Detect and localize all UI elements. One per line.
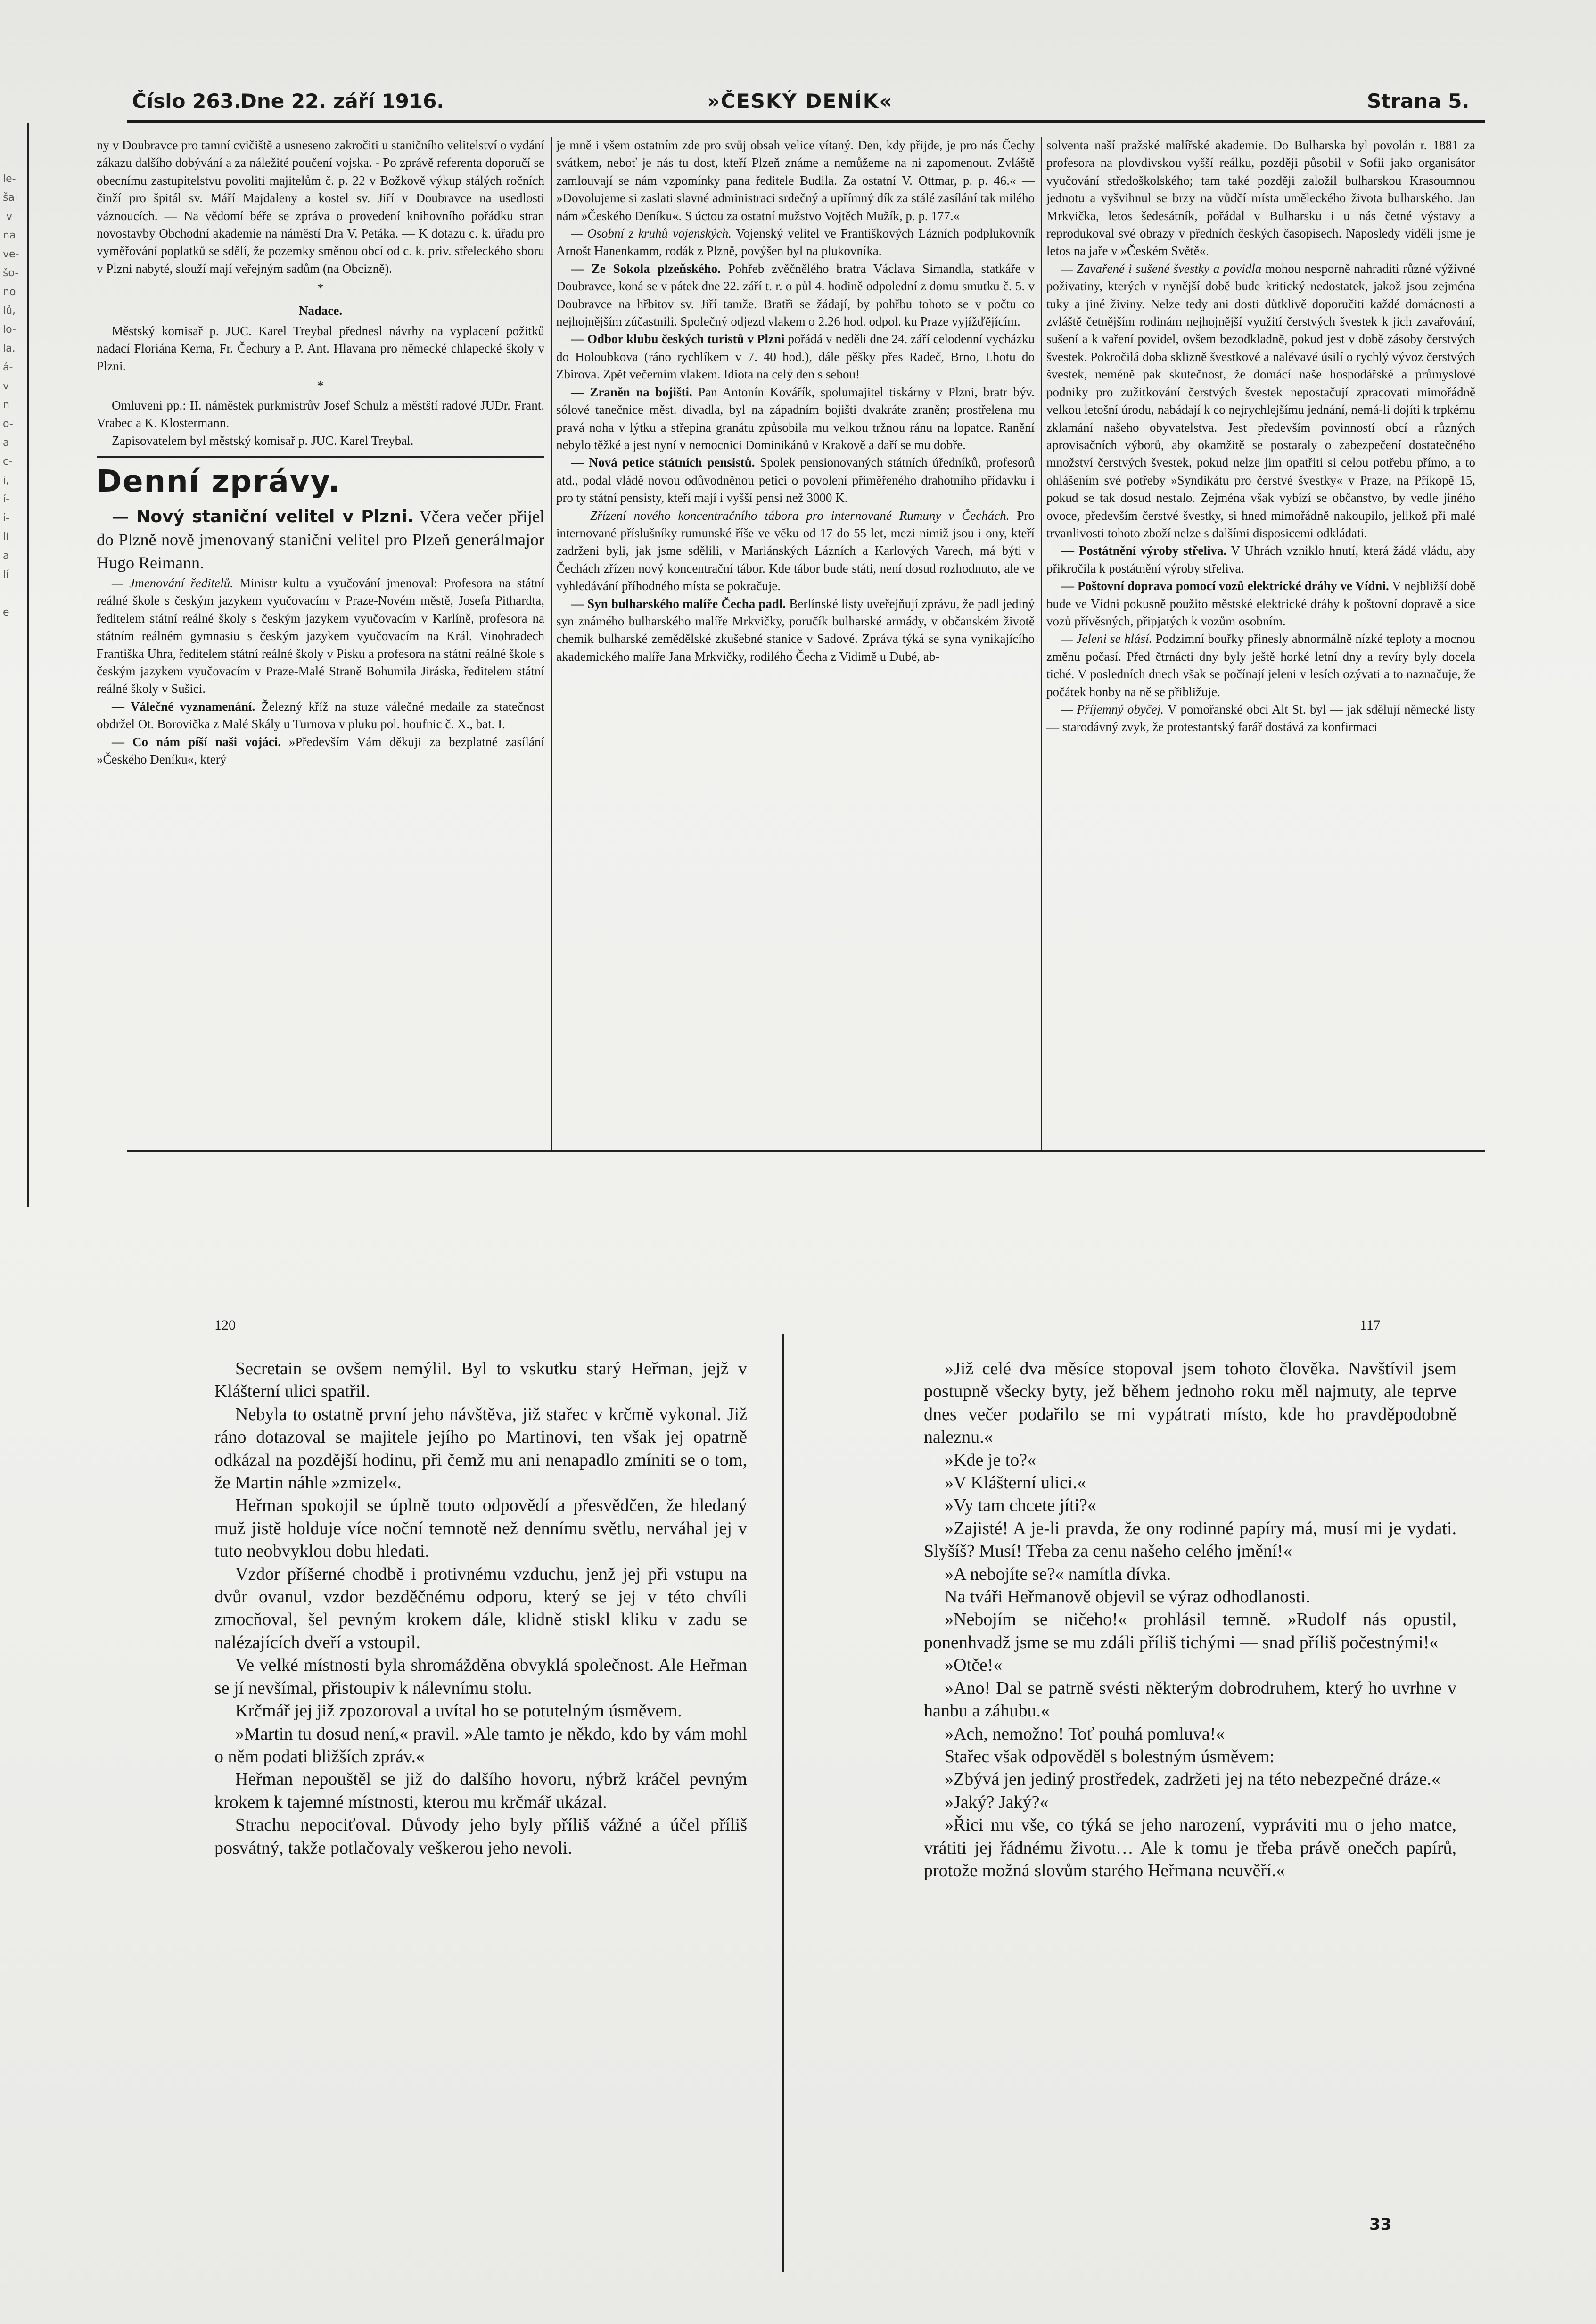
article-text: Železný kříž na stuze válečné medaile za statečnost obdržel Ot. Borovička z Malé Skály u Turnova v pluku pol. houfnic č. X., bat. I. — [97, 699, 544, 731]
book-paragraph: Nebyla to ostatně první jeho návštěva, již stařec v krčmě vykonal. Již ráno dotazoval se majitele jejího po Martinovi, ten však jej opatrně odkázal na pozdější hodinu, při čemž mu ani nenapadlo zmíniti se o tom, že Martin náhle »zmizel«. — [214, 1404, 747, 1493]
article-title: — Válečné vyznamenání. — [112, 699, 255, 714]
issue-date: Dne 22. září 1916. — [240, 90, 444, 113]
newspaper-bottom-rule — [127, 1150, 1485, 1152]
article-title: — Nová petice státních pensistů. — [571, 455, 755, 470]
book-paragraph: Vzdor příšerné chodbě i protivnému vzduchu, jenž jej při vstupu na dvůr ovanul, vzdor bezděčnému odporu, který se jej v této chvíli zmocňoval, šel pevným krokem dále, klidně stiskl kliku v zadu se nalézajících dveří a vstoupil. — [214, 1564, 747, 1652]
article-title: — Zraněn na bojišti. — [571, 385, 692, 399]
article-title: — Nový staniční velitel v Plzni. — [112, 507, 414, 526]
book-paragraph: »Jaký? Jaký?« — [945, 1792, 1049, 1812]
newspaper-title: »ČESKÝ DENÍK« — [707, 90, 893, 113]
article — [556, 225, 1035, 260]
book-paragraph: Heřman nepouštěl se již do dalšího hovoru, nýbrž kráčel pevným krokem k tajemné místnosti, kterou mu krčmář ukázal. — [214, 1769, 747, 1812]
article-text: V pomořanské obci Alt St. byl — jak sdělují německé listy — starodávný zvyk, že protestantský farář dostává za konfirmaci — [1046, 702, 1475, 734]
article — [556, 595, 1035, 666]
section-rule — [97, 456, 544, 458]
article-text: Vojenský velitel ve Františkových Lázních podplukovník Arnošt Hanenkamm, rodák z Plzně, povýšen byl na plukovníka. — [556, 226, 1035, 258]
book-right-page-number: 117 — [1360, 1317, 1381, 1333]
article — [1046, 577, 1475, 630]
book-paragraph: Stařec však odpověděl s bolestným úsměvem: — [945, 1746, 1275, 1766]
recorder-text: Zapisovatelem byl městský komisař p. JUC. Karel Treybal. — [112, 433, 414, 448]
book-paragraph: Na tváři Heřmanově objevil se výraz odhodlanosti. — [945, 1587, 1310, 1607]
book-paragraph: »Ano! Dal se patrně svésti některým dobrodruhem, který ho uvrhne v hanbu a záhubu.« — [924, 1678, 1456, 1721]
article-title: — Postátnění výroby střeliva. — [1061, 543, 1227, 558]
newspaper-column-3 — [1046, 137, 1475, 1221]
article — [1046, 260, 1475, 542]
article-lead — [97, 505, 544, 575]
book-paragraph: Strachu nepociťoval. Důvody jeho byly příliš vážné a účel příliš posvátný, takže potlačovaly veškerou jeho nevoli. — [214, 1815, 747, 1858]
article-title: — Odbor klubu českých turistů v Plzni — [571, 332, 785, 346]
article-title: — Zavařené i sušené švestky a povidla — [1061, 261, 1262, 276]
book-page-mark: 33 — [1369, 2215, 1392, 2234]
book-paragraph: »Zajisté! A je-li pravda, že ony rodinné papíry má, musí mi je vydati. Slyšíš? Musí! Třeba za cenu našeho celého jmění!« — [924, 1518, 1456, 1561]
book-paragraph: Secretain se ovšem nemýlil. Byl to vskutku starý Heřman, jejž v Klášterní ulici spatřil. — [214, 1359, 747, 1402]
subheading-nadace: Nadace. — [298, 303, 343, 318]
article-title: — Příjemný obyčej. — [1061, 702, 1164, 716]
article — [1046, 630, 1475, 701]
council-report: ny v Doubravce pro tamní cvičiště a usneseno zakročiti u staničního velitelství o vydání zákazu dalšího dobývání a za náležité poučení vojska. - Po zprávě referenta doporučí se obecnímu zastupitelstvu povoliti majitelům č. p. 22 v Božkově výkup stálých ročních činží pro špitál sv. Máří Majdaleny a kostel sv. Jiří v Doubravce na usedlosti váznoucích. — Na vědomí béře se zpráva o provedení knihovního pořádku stran novostavby Obchodní akademie na náměstí Dra V. Petáka. — K dotazu c. k. úřadu pro vyměřování poplatků se sdělí, že pozemky směnou obcí od c. k. priv. střeleckého sboru v Plzni nabyté, slouží mají veřejným sadům (na Obcizně). — [97, 138, 544, 276]
article — [97, 698, 544, 733]
article — [556, 507, 1035, 595]
article-text: Ministr kultu a vyučování jmenoval: Profesora na státní reálné škole s českým jazykem vyučovacím v Praze-Novém městě, Josefa Pithardta, ředitelem státní reálné školy s českým jazykem vyučovacím v Karlíně, profesora na státním reálném gymnasiu s českým jazykem vyučovacím na Král. Vinohradech Františka Uhra, ředitelem státní reálné školy v Písku a profesora na státní reálné škole s českým jazykem vyučovacím v Praze-Malé Straně Bohumila Jiráska, ředitelem státní reálné školy v Sušici. — [97, 575, 544, 696]
article-text: pořádá v neděli dne 24. září celodenní vycházku do Holoubkova (ráno rychlíkem v 7. 40 hod.), dále pěšky přes Radeč, Brno, Lhotu do Zbirova. Zpět večerním vlakem. Idiota na celý den s sebou! — [556, 332, 1035, 382]
article-title: — Co nám píší naši vojáci. — [112, 734, 281, 749]
book-paragraph: »V Klášterní ulici.« — [945, 1473, 1086, 1493]
book-paragraph: »Otče!« — [945, 1655, 1003, 1675]
book-paragraph: »A nebojíte se?« namítla dívka. — [945, 1564, 1171, 1584]
article-title: — Jeleni se hlásí. — [1061, 632, 1152, 646]
book-page-divider — [782, 1334, 784, 2272]
book-paragraph: »Ach, nemožno! Toť pouhá pomluva!« — [945, 1724, 1225, 1744]
book-paragraph: »Vy tam chcete jíti?« — [945, 1495, 1096, 1516]
newspaper-column-1 — [97, 137, 544, 1221]
book-paragraph: »Zbývá jen jediný prostředek, zadržeti jej na této nebezpečné dráze.« — [945, 1769, 1440, 1790]
article — [556, 454, 1035, 507]
excused-text: Omluveni pp.: II. náměstek purkmistrův Josef Schulz a městští radové JUDr. Frant. Vrabec a K. Klostermann. — [97, 398, 544, 430]
article-title: — Ze Sokola plzeňského. — [571, 261, 721, 276]
article-title: — Osobní z kruhů vojenských. — [571, 226, 732, 241]
section-heading: Denní zprávy. — [97, 464, 341, 499]
article — [1046, 701, 1475, 736]
article — [1046, 542, 1475, 577]
article-text: Pan Antonín Kovářík, spolumajitel tiskárny v Plzni, bratr býv. sólové tanečnice měst. divadla, byl na západním bojišti dvakráte zraněn; prostřelena mu pravá noha v lýtku a střepina granátu způsobila mu velkou tržnou ránu na lopatce. Ranění nebylo těžké a jest nyní v nemocnici Dominikánů v Krakově a daří se mu dobře. — [556, 385, 1035, 452]
left-edge-fragments: le- šai v na ve- šo- no lů, lo- la. á- v n o- a- c- i, í- i- lí a lí e — [3, 173, 19, 618]
nadace-text: Městský komisař p. JUC. Karel Treybal přednesl návrhy na vyplacení požitků nadací Floriána Kerna, Fr. Čechury a P. Ant. Hlavana pro německé chlapecké školy v Plzni. — [97, 324, 544, 373]
article — [97, 733, 544, 769]
book-paragraph: »Nebojím se ničeho!« prohlásil temně. »Rudolf nás opustil, ponenhvadž jsme se mu zdáli příliš tichými — snad příliš počestnými!« — [924, 1610, 1456, 1652]
book-paragraph: »Kde je to?« — [945, 1450, 1037, 1470]
book-paragraph: Krčmář jej již zpozoroval a uvítal ho se potutelným úsměvem. — [235, 1701, 682, 1721]
article — [556, 384, 1035, 454]
article-text: Spolek pensionovaných státních úředníků, profesorů atd., podal vládě novou odůvodněnou petici o povolení přiměřeného drahotního přídavku i pro ty státní pensisty, kteří mají i vyšší pensi než 3000 K. — [556, 455, 1035, 505]
article-text: Berlínské listy uveřejňují zprávu, že padl jediný syn známého bulharského malíře Mrkvičky, poručík bulharské armády, v občanském životě chemik bulharské zemědělské zkušebné stanice v Sadové. Zpráva týká se syna vynikajícího akademického malíře Jana Mrkvičky, rodilého Čecha z Vidimě u Dubé, ab- — [556, 596, 1035, 664]
article-text: »Především Vám děkuji za bezplatné zasílání »Českého Deníku«, který — [97, 734, 544, 766]
article-title: — Zřízení nového koncentračního tábora pro internované Rumuny v Čechách. — [571, 508, 1010, 523]
section-star: * — [317, 281, 324, 296]
book-right-page — [924, 1357, 1456, 2253]
article-title: — Jmenování ředitelů. — [112, 575, 233, 590]
article — [97, 575, 544, 698]
book-left-page — [214, 1357, 747, 2253]
section-star: * — [317, 378, 324, 393]
header-rule — [127, 120, 1485, 123]
article-text: Podzimní bouřky přinesly abnormálně nízké teploty a mocnou změnu počasí. Před čtrnácti dny byly ještě horké letní dny a revíry byly docela tiché. V posledních dnech však se počínají jeleni v lesích ozývati a to naznačuje, že počátek honby na ně se přibližuje. — [1046, 632, 1475, 699]
article-text: V Uhrách vzniklo hnutí, která žádá vládu, aby přikročila k postátnění výroby střeliva. — [1046, 543, 1475, 575]
article-text: Včera večer přijel do Plzně nově jmenovaný staniční velitel pro Plzeň generálmajor Hugo Reimann. — [97, 507, 544, 572]
article-title: — Poštovní doprava pomocí vozů elektrické dráhy ve Vídni. — [1061, 579, 1389, 593]
page-number: Strana 5. — [1367, 90, 1470, 113]
left-binding-edge — [27, 123, 29, 1207]
article-text: Pro internované příslušníky rumunské říše ve věku od 17 do 55 let, mezi nimiž jsou i ony, kteří zadrženi byli, jak jsme sdělili, v Mariánských Lázních a Karlových Varech, má býti v Čechách zřízen nový koncentrační tábor. Kde tábor bude státi, není dosud rozhodnuto, ale ve vyhledávání příhodného místa se pokračuje. — [556, 508, 1035, 593]
article-continued: je mně i všem ostatním zde pro svůj obsah velice vítaný. Den, kdy přijde, je pro nás Čechy svátkem, neboť je nás tu dost, kteří Plzeň známe a nemůžeme na ni zapomenout. Zvláště zamlouvají se nám vzpomínky pana ředitele Budila. Za ostatní V. Ottmar, p. p. 46.« — »Dovolujeme si zaslati slavné administraci srdečný a upřímný dík za stálé zasílání tak milého nám »Českého Deníku«. S úctou za ostatní mužstvo Vojtěch Mužík, p. p. 177.« — [556, 138, 1035, 223]
book-paragraph: »Již celé dva měsíce stopoval jsem tohoto člověka. Navštívil jsem postupně všecky byty, jež během jednoho roku měl najmuty, ale teprve dnes večer podařilo se mi vypátrati místo, kde ho pravděpodobně naleznu.« — [924, 1359, 1456, 1447]
article-title: — Syn bulharského malíře Čecha padl. — [571, 596, 786, 611]
article-continued: solventa naší pražské malířské akademie. Do Bulharska byl povolán r. 1881 za profesora na plovdivskou vyšší reálku, později působil v Sofii jako organisátor vyučování středoškolského; tam také později založil bulharskou Krasoumnou jednotu a vyšvihnul se brzy na vůdčí místa uměleckého života bulharského. Jan Mrkvička, letos šedesátník, pořádal v Bulharsku i u nás četné výstavy a reprodukoval své obrazy v předních českých časopisech. Naposledy viděli jsme je letos na jaře v »Českém Světě«. — [1046, 138, 1475, 258]
issue-number: Číslo 263. — [132, 90, 241, 113]
book-paragraph: Heřman spokojil se úplně touto odpovědí a přesvědčen, že hledaný muž jistě holduje více noční temnotě než dennímu světlu, nerváhal jej v tuto neobvyklou dobu hledati. — [214, 1495, 747, 1561]
column-divider-1 — [551, 137, 552, 1150]
article — [556, 330, 1035, 383]
article-text: Pohřeb zvěčnělého bratra Václava Simandla, statkáře v Doubravce, koná se v pátek dne 22. září t. r. o půl 4. hodině odpolední z domu smutku č. 5. v Doubravce na hřbitov sv. Jiří tamže. Bratři se žádají, by pohřbu tohoto se v počtu co nejhojnějším zúčastnili. Společný odjezd vlakem o 2.26 hod. odpol. ku Praze vyjížďějícím. — [556, 261, 1035, 329]
newspaper-column-2 — [556, 137, 1035, 1221]
book-paragraph: »Řici mu vše, co týká se jeho narození, vypráviti mu o jeho matce, vrátiti jej řádnému životu… Ale k tomu je třeba právě onečch papírů, protože možná slovům starého Heřmana neuvěří.« — [924, 1815, 1456, 1881]
article-text: V nejbližší době bude ve Vídni pokusně použito městské elektrické dráhy k poštovní dopravě a sice vozů přívěsných, připjatých k vozům osobním. — [1046, 579, 1475, 628]
newspaper-header — [132, 90, 1480, 118]
book-paragraph: Ve velké místnosti byla shromážděna obvyklá společnost. Ale Heřman se jí nevšímal, přistoupiv k nálevnímu stolu. — [214, 1655, 747, 1698]
article-text: mohou nesporně nahraditi různé výživné poživatiny, kterých v nynější době bude kritický nedostatek, jakož jsou zejména tuky a jiné živiny. Nelze tedy ani dosti důtklivě doporučiti každé domácnosti a zvláště četnějším rodinám nejhojnější využití čerstvých švestek k jich zavařování, sušení a k vaření povidel, ovšem bezodkladně, pokud jest v době zásoby čerstvých švestek. Pokročilá doba sklizně švestkové a nalévavé úsilí o rychlý vývoz čerstvých švestek, neméně pak skutečnost, že domácí naše hospodářské a průmyslové podniky pro zužitkování čerstvých švestek nepostačují zpracovati mimořádně velkou letošní úrodu, nabádají k co nejrychlejšímu jednání, nemá-li dojíti k trpkému zklamání našeho obyvatelstva. Jest především povinností obcí a různých aprovisačních výborů, aby okamžitě se postaraly o zabezpečení dostatečného množství čerstvých švestek, pokud nelze jim opatřiti si celou potřebu přímo, a to ohlášením své potřeby »Syndikátu pro čerstvé švestky« v Praze, na Příkopě 15, pokud se tak dosud nestalo. Zejména však vybízí se občanstvo, by vedle jiného ovoce, především čerstvé švestky, si hned mimořádně nakoupilo, jelikož při malé trvanlivosti tohoto zboží nelze s dalšími disposicemi odkládati. — [1046, 261, 1475, 540]
book-paragraph: »Martin tu dosud není,« pravil. »Ale tamto je někdo, kdo by vám mohl o něm podati bližších zpráv.« — [214, 1724, 747, 1766]
book-left-page-number: 120 — [214, 1317, 236, 1333]
column-divider-2 — [1041, 137, 1042, 1150]
article — [556, 260, 1035, 331]
